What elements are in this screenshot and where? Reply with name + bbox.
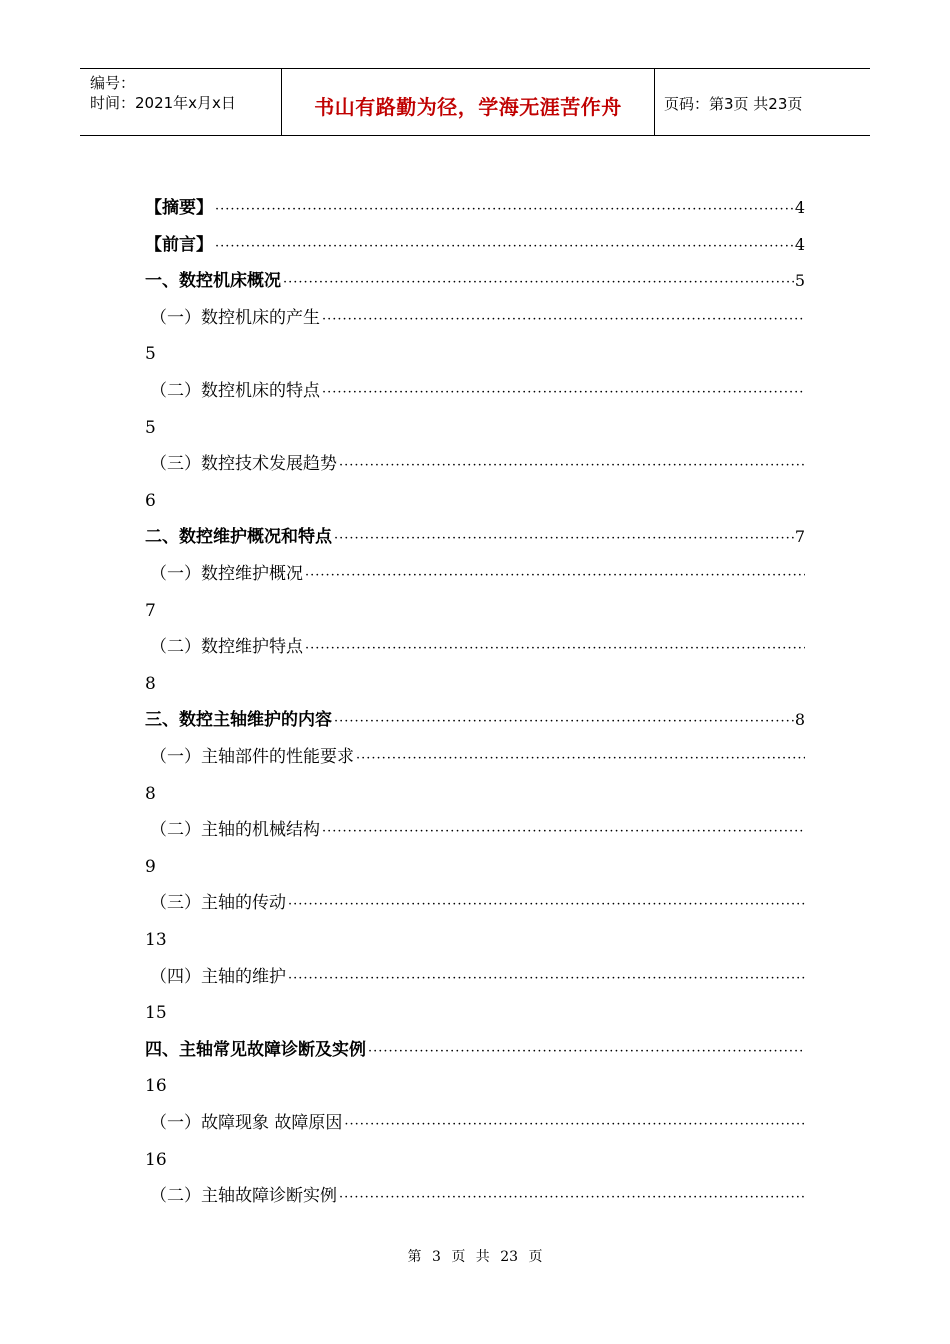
- toc-subentry[interactable]: [150, 890, 805, 916]
- toc-subentry[interactable]: [150, 378, 805, 404]
- toc-entry-page: 4: [794, 235, 805, 254]
- header-divider: [654, 69, 655, 135]
- toc-subentry[interactable]: [150, 634, 805, 660]
- toc-page-number: 16: [145, 1150, 167, 1170]
- toc-leader-dots: [288, 892, 805, 918]
- toc-leader-dots: [322, 380, 805, 406]
- toc-entry-title: （二）数控维护特点: [150, 637, 303, 657]
- toc-leader-dots: [283, 270, 795, 296]
- toc-heading-entry[interactable]: [145, 232, 805, 258]
- toc-heading-entry[interactable]: [145, 268, 805, 294]
- toc-heading-entry[interactable]: [145, 524, 805, 550]
- toc-leader-dots: [334, 526, 795, 552]
- toc-subentry[interactable]: [150, 1183, 805, 1209]
- toc-entry-title: （一）故障现象 故障原因: [150, 1113, 343, 1133]
- toc-leader-dots: [305, 563, 805, 589]
- page-footer: [0, 1246, 950, 1266]
- toc-entry-title: 四、主轴常见故障诊断及实例: [145, 1040, 366, 1060]
- toc-entry-title: （二）数控机床的特点: [150, 381, 320, 401]
- toc-entry-title: （四）主轴的维护: [150, 967, 286, 987]
- toc-entry-page: 4: [794, 198, 805, 217]
- toc-entry-title: （二）主轴的机械结构: [150, 820, 320, 840]
- footer-prefix: 第: [407, 1249, 422, 1265]
- toc-leader-dots: [339, 453, 805, 479]
- toc-page-number: 5: [145, 344, 156, 364]
- toc-page-number: 8: [145, 674, 156, 694]
- toc-entry-title: （一）数控机床的产生: [150, 308, 320, 328]
- toc-page-number: 16: [145, 1076, 167, 1096]
- toc-leader-dots: [344, 1112, 805, 1138]
- toc-entry-title: 【前言】: [145, 235, 213, 255]
- toc-entry-page: 5: [794, 271, 805, 290]
- toc-leader-dots: [215, 234, 795, 260]
- toc-leader-dots: [368, 1039, 805, 1065]
- toc-leader-dots: [334, 709, 795, 735]
- toc-leader-dots: [305, 636, 805, 662]
- toc-entry-title: （二）主轴故障诊断实例: [150, 1186, 337, 1206]
- toc-leader-dots: [322, 307, 805, 333]
- toc-page-number: 15: [145, 1003, 167, 1023]
- header-meta: [90, 73, 236, 113]
- toc-entry-title: （一）主轴部件的性能要求: [150, 747, 354, 767]
- toc-page-number: 8: [145, 784, 156, 804]
- toc-subentry[interactable]: [150, 817, 805, 843]
- toc-entry-title: 【摘要】: [145, 198, 213, 218]
- toc-subentry[interactable]: [150, 744, 805, 770]
- toc-subentry[interactable]: [150, 451, 805, 477]
- toc-heading-entry[interactable]: [145, 707, 805, 733]
- toc-subentry[interactable]: [150, 964, 805, 990]
- header-number-label: 编号：: [90, 74, 136, 92]
- header-time-label: 时间：2021年x月x日: [90, 94, 236, 112]
- toc-entry-title: （三）数控技术发展趋势: [150, 454, 337, 474]
- toc-page-number: 5: [145, 418, 156, 438]
- toc-heading-entry[interactable]: [145, 1037, 805, 1063]
- footer-current-page: 3: [431, 1249, 441, 1265]
- toc-leader-dots: [356, 746, 805, 772]
- footer-mid1: 页: [451, 1249, 466, 1265]
- toc-page-number: 7: [145, 601, 156, 621]
- toc-heading-entry[interactable]: [145, 195, 805, 221]
- toc-leader-dots: [339, 1185, 805, 1211]
- toc-leader-dots: [322, 819, 805, 845]
- toc-entry-title: （三）主轴的传动: [150, 893, 286, 913]
- toc-leader-dots: [215, 197, 795, 223]
- toc-entry-page: 8: [794, 710, 805, 729]
- toc-subentry[interactable]: [150, 1110, 805, 1136]
- footer-suffix: 页: [528, 1249, 543, 1265]
- toc-entry-title: 三、数控主轴维护的内容: [145, 710, 332, 730]
- toc-entry-title: 二、数控维护概况和特点: [145, 527, 332, 547]
- header-motto: 书山有路勤为径，学海无涯苦作舟: [314, 95, 622, 119]
- footer-mid2: 共: [475, 1249, 490, 1265]
- toc-entry-page: 7: [794, 527, 805, 546]
- toc-subentry[interactable]: [150, 561, 805, 587]
- toc-subentry[interactable]: [150, 305, 805, 331]
- header-page-label: 页码：第3页 共23页: [664, 95, 803, 113]
- toc-page-number: 13: [145, 930, 167, 950]
- page-header: [80, 68, 870, 136]
- toc-leader-dots: [288, 966, 805, 992]
- toc-entry-title: （一）数控维护概况: [150, 564, 303, 584]
- toc-entry-title: 一、数控机床概况: [145, 271, 281, 291]
- toc-page-number: 6: [145, 491, 156, 511]
- toc-page-number: 9: [145, 857, 156, 877]
- footer-total-pages: 23: [500, 1249, 519, 1265]
